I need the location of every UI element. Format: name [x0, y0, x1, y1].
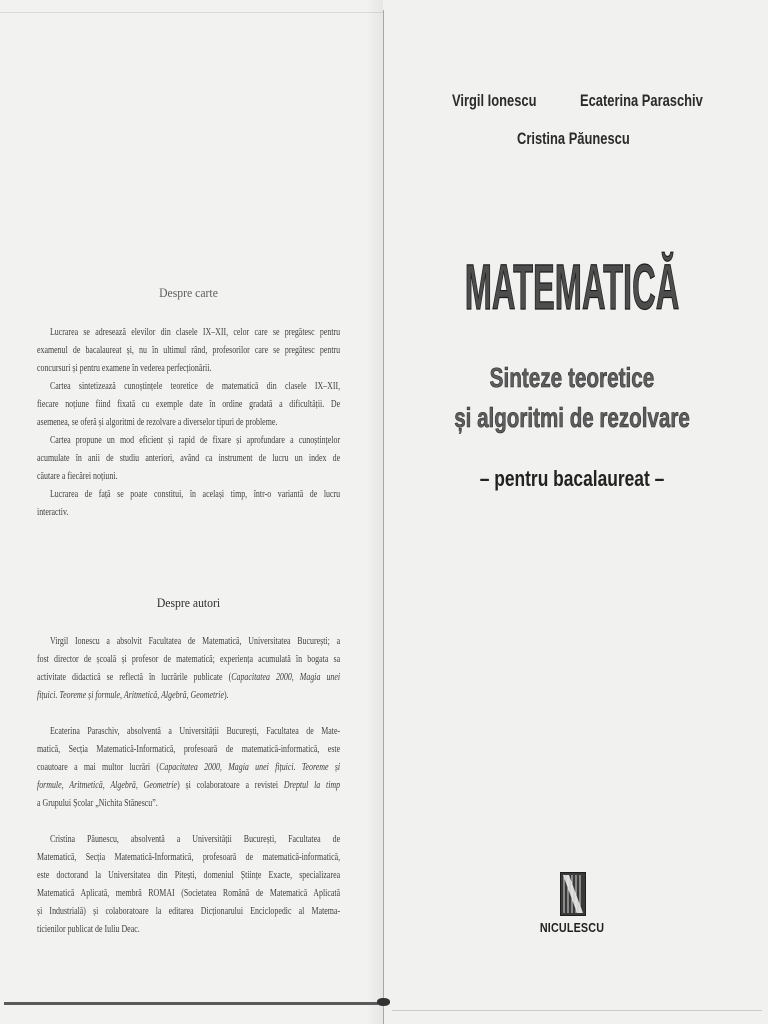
scan-mark: [377, 998, 390, 1006]
paragraph: [37, 485, 340, 521]
text-line: [37, 902, 340, 920]
text-segment: interactiv.: [37, 506, 69, 518]
text-line: [37, 884, 340, 902]
text-segment: Lucrarea se adresează elevilor din clasele IX–XII, celor care se pregătesc pentru: [49, 326, 341, 338]
text-line: [37, 848, 340, 866]
about-book-text: [37, 323, 340, 521]
text-segment: fiecare noțiune fiind fixată cu exemple date în ordine gradată a dificultății. De: [37, 398, 341, 410]
paragraph: [37, 830, 340, 938]
text-segment: fost director de școală și profesor de matematică; experiența acumulată în bogata sa: [37, 653, 341, 665]
book-title: MATEMATICĂ: [464, 251, 680, 323]
text-segment: ) și colaboratoare a revistei: [177, 779, 284, 791]
book-subtitle-line-1: Sinteze teoretice: [489, 362, 655, 393]
author-name: Ecaterina Paraschiv: [580, 91, 703, 110]
paragraph: [37, 377, 340, 431]
italic-text: Capacitatea 2000, Magia unei fițuici. Teoreme și: [159, 761, 341, 773]
text-line: [37, 632, 340, 650]
text-line: [37, 722, 340, 740]
italic-text: fițuici. Teoreme și formule, Aritmetică, Algebră, Geometrie: [37, 689, 224, 701]
book-tagline: – pentru bacalaureat –: [479, 466, 665, 491]
text-segment: Cristina Păunescu, absolventă a Universității București, Facultatea de: [49, 833, 341, 845]
about-authors-heading: Despre autori: [156, 595, 221, 610]
text-line: [37, 794, 340, 812]
text-line: [37, 377, 340, 395]
text-segment: ).: [223, 689, 229, 701]
italic-text: formule, Aritmetică, Algebră, Geometrie: [37, 779, 178, 791]
scan-bottom-edge: [4, 1002, 378, 1005]
text-segment: concursuri și pentru examene în vederea perfecționării.: [37, 362, 212, 374]
italic-text: Capacitatea 2000, Magia unei: [231, 671, 341, 683]
text-line: [37, 449, 340, 467]
text-segment: Virgil Ionescu a absolvit Facultatea de Matematică, Universitatea București; a: [49, 635, 341, 647]
paragraph: [37, 323, 340, 377]
spine-shadow: [366, 0, 383, 1024]
back-cover: [0, 0, 383, 1024]
text-segment: Lucrarea de față se poate constitui, în același timp, într-o variantă de lucru: [49, 488, 341, 500]
paragraph: [37, 722, 340, 812]
scan-top-edge: [0, 12, 383, 13]
text-segment: căutare a fiecărei noțiuni.: [37, 470, 118, 482]
italic-text: Dreptul la timp: [283, 779, 341, 791]
text-line: [37, 920, 340, 938]
text-line: [37, 485, 340, 503]
about-book-heading: Despre carte: [159, 285, 218, 300]
scan-bottom-edge: [392, 1010, 762, 1011]
text-line: [37, 359, 340, 377]
text-segment: și Industrială) și colaboratoare la editarea Dicționarului Enciclopedic al Matema-: [37, 905, 341, 917]
text-segment: Ecaterina Paraschiv, absolventă a Universității București, Facultatea de Mate-: [49, 725, 341, 737]
text-line: [37, 758, 340, 776]
text-line: [37, 740, 340, 758]
publisher-logo-icon: [560, 872, 586, 916]
text-line: [37, 503, 340, 521]
paragraph: [37, 431, 340, 485]
book-subtitle-line-2: și algoritmi de rezolvare: [454, 402, 690, 433]
text-segment: activitate didactică se reflectă în lucrările publicate (: [37, 671, 232, 683]
text-segment: ticienilor publicat de Iuliu Deac.: [37, 923, 140, 935]
author-name: Cristina Păunescu: [517, 129, 630, 148]
text-segment: Cartea sintetizează cunoștințele teoretice de matematică din clasele IX–XII,: [49, 380, 341, 392]
text-line: [37, 686, 340, 704]
text-line: [37, 413, 340, 431]
about-authors-text: [37, 632, 340, 938]
text-segment: acumulate în anii de studiu anteriori, având ca instrument de lucru un index de: [37, 452, 341, 464]
text-line: [37, 830, 340, 848]
author-name: Virgil Ionescu: [452, 91, 537, 110]
publisher-name: NICULESCU: [539, 921, 605, 935]
text-line: [37, 395, 340, 413]
text-segment: Matematică Aplicată, membră ROMAI (Societatea Română de Matematică Aplicată: [37, 887, 341, 899]
text-segment: matică, Secția Matematică-Informatică, profesoară de matematică-informatică, este: [37, 743, 341, 755]
paragraph: [37, 632, 340, 704]
text-segment: examenul de bacalaureat și, nu în ultimul rând, profesorilor care se pregătesc pentru: [37, 344, 341, 356]
text-segment: Matematică, Secția Matematică-Informatică, profesoară de matematică-informatică,: [37, 851, 341, 863]
text-line: [37, 650, 340, 668]
text-segment: Cartea propune un mod eficient și rapid de fixare și aprofundare a cunoștințelor: [49, 434, 341, 446]
text-segment: coautoare a mai multor lucrări (: [37, 761, 160, 773]
text-line: [37, 776, 340, 794]
front-cover: [384, 0, 768, 1024]
text-line: [37, 467, 340, 485]
text-line: [37, 866, 340, 884]
text-line: [37, 323, 340, 341]
text-line: [37, 431, 340, 449]
text-segment: a Grupului Școlar „Nichita Stănescu”.: [37, 797, 158, 809]
text-segment: asemenea, se oferă și algoritmi de rezolvare a diverselor tipuri de probleme.: [37, 416, 278, 428]
text-line: [37, 668, 340, 686]
text-line: [37, 341, 340, 359]
text-segment: este doctorand la Universitatea din Pitești, domeniul Științe Exacte, specializarea: [37, 869, 341, 881]
spine-fold: [383, 10, 384, 1024]
